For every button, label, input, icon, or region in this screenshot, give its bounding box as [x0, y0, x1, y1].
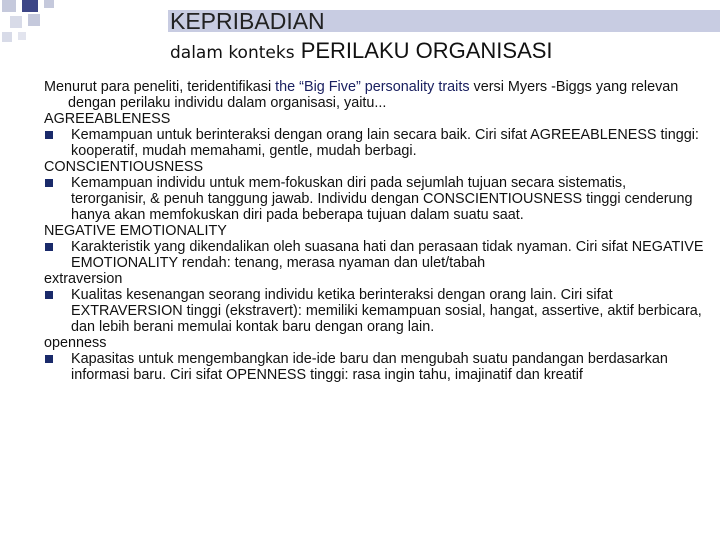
- deco-square: [22, 0, 38, 12]
- bullet-square-icon: [45, 243, 53, 251]
- bullet-square-icon: [45, 131, 53, 139]
- deco-square: [28, 14, 40, 26]
- trait-description-text: Karakteristik yang dikendalikan oleh suasana hati dan perasaan tidak nyaman. Ciri sifat NEGATIVE EMOTIONALITY rendah: tenang, merasa nyaman dan ulet/tabah: [71, 239, 704, 271]
- bullet-square-icon: [45, 355, 53, 363]
- corner-squares-decoration: [0, 0, 160, 48]
- trait-description: [44, 175, 704, 223]
- page-subtitle: [170, 37, 553, 67]
- trait-description: [44, 351, 704, 383]
- deco-square: [10, 16, 22, 28]
- page-title: KEPRIBADIAN: [170, 8, 325, 34]
- deco-square: [44, 0, 54, 8]
- trait-description: [44, 287, 704, 335]
- deco-square: [2, 32, 12, 42]
- deco-square: [18, 32, 26, 40]
- intro-highlight: the “Big Five” personality traits: [275, 79, 470, 95]
- trait-description-text: Kualitas kesenangan seorang individu ketika berinteraksi dengan orang lain. Ciri sifat EXTRAVERSION tinggi (ekstravert): memiliki kemampuan sosial, hangat, assertive, aktif berbicara, dan lebih berani memulai kontak baru dengan orang lain.: [71, 287, 702, 335]
- intro-text-after: versi Myers -Biggs yang relevan dengan perilaku individu dalam organisasi, yaitu...: [68, 79, 679, 111]
- subtitle-small-text: dalam konteks: [170, 43, 295, 63]
- trait-description-text: Kemampuan untuk berinteraksi dengan orang lain secara baik. Ciri sifat AGREEABLENESS tinggi: kooperatif, mudah memahami, gentle, mudah berbagi.: [71, 127, 699, 159]
- trait-heading: AGREEABLENESS: [44, 111, 171, 127]
- slide-content: [44, 79, 704, 383]
- trait-heading: extraversion: [44, 271, 123, 287]
- deco-square: [2, 0, 16, 12]
- trait-heading: openness: [44, 335, 107, 351]
- trait-heading: CONSCIENTIOUSNESS: [44, 159, 204, 175]
- subtitle-main-text: PERILAKU ORGANISASI: [300, 38, 553, 63]
- trait-heading: NEGATIVE EMOTIONALITY: [44, 223, 227, 239]
- trait-description-text: Kemampuan individu untuk mem-fokuskan diri pada sejumlah tujuan secara sistematis, terorganisir, & penuh tanggung jawab. Individu dengan CONSCIENTIOUSNESS tinggi cenderung hanya akan memfokuskan diri pada beberapa tujuan dalam suatu saat.: [71, 175, 693, 223]
- intro-text-before: Menurut para peneliti, teridentifikasi: [44, 79, 276, 95]
- trait-description: [44, 127, 704, 159]
- trait-description: [44, 239, 704, 271]
- bullet-square-icon: [45, 179, 53, 187]
- trait-description-text: Kapasitas untuk mengembangkan ide-ide baru dan mengubah suatu pandangan berdasarkan informasi baru. Ciri sifat OPENNESS tinggi: rasa ingin tahu, imajinatif dan kreatif: [71, 351, 668, 383]
- intro-paragraph: [44, 79, 704, 111]
- bullet-square-icon: [45, 291, 53, 299]
